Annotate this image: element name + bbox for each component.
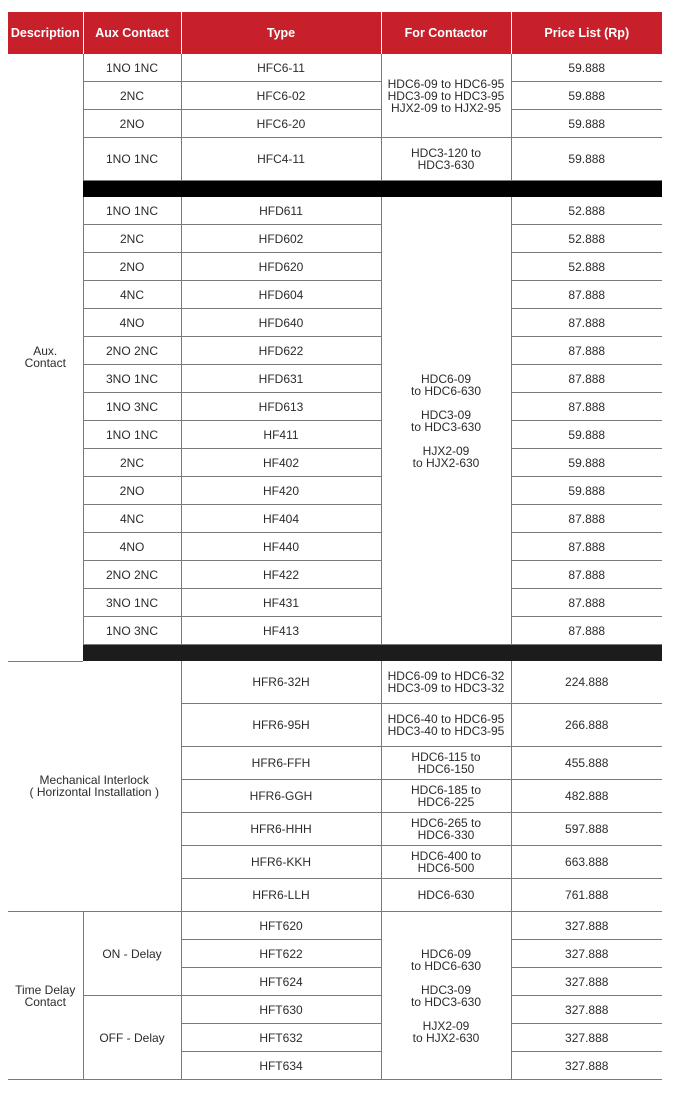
price-cell: 87.888 bbox=[511, 337, 662, 365]
price-cell: 327.888 bbox=[511, 996, 662, 1024]
table-row bbox=[8, 197, 662, 225]
table-row bbox=[8, 589, 662, 617]
type-cell: HFR6-KKH bbox=[181, 846, 381, 879]
contactor-cell: HDC6-400 to HDC6-500 bbox=[381, 846, 511, 879]
price-cell: 266.888 bbox=[511, 704, 662, 747]
type-cell: HFC6-02 bbox=[181, 82, 381, 110]
table-row bbox=[8, 281, 662, 309]
table-row bbox=[8, 82, 662, 110]
price-cell: 224.888 bbox=[511, 661, 662, 704]
contactor-cell: HDC6-09 to HDC6-630 HDC3-09 to HDC3-630 HJX2-09 to HJX2-630 bbox=[381, 197, 511, 645]
price-cell: 59.888 bbox=[511, 477, 662, 505]
aux-cell: 2NO 2NC bbox=[83, 561, 181, 589]
type-cell: HFT634 bbox=[181, 1052, 381, 1080]
off-delay-cell: OFF - Delay bbox=[83, 996, 181, 1080]
type-cell: HFD613 bbox=[181, 393, 381, 421]
table-row bbox=[8, 365, 662, 393]
contactor-cell: HDC6-115 to HDC6-150 bbox=[381, 747, 511, 780]
aux-cell: 2NO bbox=[83, 110, 181, 138]
aux-cell: 2NO bbox=[83, 253, 181, 281]
table-row bbox=[8, 912, 662, 940]
type-cell: HFC6-20 bbox=[181, 110, 381, 138]
aux-cell: 1NO 1NC bbox=[83, 421, 181, 449]
table-row bbox=[8, 477, 662, 505]
price-cell: 87.888 bbox=[511, 505, 662, 533]
contactor-cell: HDC6-630 bbox=[381, 879, 511, 912]
type-cell: HFD640 bbox=[181, 309, 381, 337]
aux-contact-description: Aux. Contact bbox=[8, 54, 83, 661]
price-cell: 761.888 bbox=[511, 879, 662, 912]
interlock-description: Mechanical Interlock ( Horizontal Installation ) bbox=[8, 661, 181, 912]
price-cell: 663.888 bbox=[511, 846, 662, 879]
price-cell: 327.888 bbox=[511, 912, 662, 940]
aux-cell: 1NO 3NC bbox=[83, 617, 181, 645]
table-row bbox=[8, 421, 662, 449]
price-cell: 87.888 bbox=[511, 561, 662, 589]
type-cell: HFC4-11 bbox=[181, 138, 381, 181]
aux-cell: 4NC bbox=[83, 281, 181, 309]
type-cell: HFR6-95H bbox=[181, 704, 381, 747]
aux-cell: 4NO bbox=[83, 533, 181, 561]
type-cell: HF402 bbox=[181, 449, 381, 477]
header-for-contactor: For Contactor bbox=[381, 12, 511, 54]
type-cell: HFT630 bbox=[181, 996, 381, 1024]
price-cell: 327.888 bbox=[511, 1024, 662, 1052]
contactor-cell: HDC6-09 to HDC6-95 HDC3-09 to HDC3-95 HJX2-09 to HJX2-95 bbox=[381, 54, 511, 138]
aux-cell: 1NO 1NC bbox=[83, 138, 181, 181]
table-row bbox=[8, 617, 662, 645]
price-cell: 327.888 bbox=[511, 968, 662, 996]
type-cell: HFD620 bbox=[181, 253, 381, 281]
table-row bbox=[8, 138, 662, 181]
aux-cell: 2NO 2NC bbox=[83, 337, 181, 365]
price-cell: 52.888 bbox=[511, 225, 662, 253]
price-cell: 59.888 bbox=[511, 110, 662, 138]
price-cell: 87.888 bbox=[511, 533, 662, 561]
price-cell: 52.888 bbox=[511, 197, 662, 225]
type-cell: HFD631 bbox=[181, 365, 381, 393]
contactor-cell: HDC6-265 to HDC6-330 bbox=[381, 813, 511, 846]
aux-cell: 1NO 3NC bbox=[83, 393, 181, 421]
type-cell: HF440 bbox=[181, 533, 381, 561]
table-row bbox=[8, 110, 662, 138]
table-row bbox=[8, 449, 662, 477]
table-row bbox=[8, 253, 662, 281]
price-cell: 87.888 bbox=[511, 589, 662, 617]
price-list-table bbox=[8, 12, 662, 1080]
price-cell: 327.888 bbox=[511, 940, 662, 968]
table-row bbox=[8, 393, 662, 421]
type-cell: HFT624 bbox=[181, 968, 381, 996]
price-cell: 455.888 bbox=[511, 747, 662, 780]
price-cell: 87.888 bbox=[511, 393, 662, 421]
price-cell: 87.888 bbox=[511, 281, 662, 309]
aux-cell: 1NO 1NC bbox=[83, 54, 181, 82]
aux-cell: 2NC bbox=[83, 82, 181, 110]
table-row bbox=[8, 561, 662, 589]
aux-cell: 2NC bbox=[83, 449, 181, 477]
type-cell: HF404 bbox=[181, 505, 381, 533]
type-cell: HFR6-GGH bbox=[181, 780, 381, 813]
contactor-cell: HDC6-40 to HDC6-95 HDC3-40 to HDC3-95 bbox=[381, 704, 511, 747]
table-row bbox=[8, 505, 662, 533]
type-cell: HF420 bbox=[181, 477, 381, 505]
table-row bbox=[8, 337, 662, 365]
section-divider bbox=[8, 645, 662, 662]
price-cell: 327.888 bbox=[511, 1052, 662, 1080]
header-price: Price List (Rp) bbox=[511, 12, 662, 54]
header-aux-contact: Aux Contact bbox=[83, 12, 181, 54]
aux-cell: 2NO bbox=[83, 477, 181, 505]
aux-cell: 3NO 1NC bbox=[83, 589, 181, 617]
contactor-cell: HDC6-09 to HDC6-32 HDC3-09 to HDC3-32 bbox=[381, 661, 511, 704]
type-cell: HFD622 bbox=[181, 337, 381, 365]
type-cell: HFD604 bbox=[181, 281, 381, 309]
type-cell: HFR6-HHH bbox=[181, 813, 381, 846]
type-cell: HF431 bbox=[181, 589, 381, 617]
table-row bbox=[8, 661, 662, 704]
time-delay-description: Time Delay Contact bbox=[8, 912, 83, 1080]
contactor-cell: HDC6-09 to HDC6-630 HDC3-09 to HDC3-630 HJX2-09 to HJX2-630 bbox=[381, 912, 511, 1080]
price-cell: 59.888 bbox=[511, 54, 662, 82]
price-cell: 59.888 bbox=[511, 449, 662, 477]
contactor-cell: HDC6-185 to HDC6-225 bbox=[381, 780, 511, 813]
table-row bbox=[8, 225, 662, 253]
table-row bbox=[8, 309, 662, 337]
price-cell: 482.888 bbox=[511, 780, 662, 813]
type-cell: HF422 bbox=[181, 561, 381, 589]
on-delay-cell: ON - Delay bbox=[83, 912, 181, 996]
header-type: Type bbox=[181, 12, 381, 54]
header-row bbox=[8, 12, 662, 54]
price-cell: 87.888 bbox=[511, 617, 662, 645]
type-cell: HFT620 bbox=[181, 912, 381, 940]
table-row bbox=[8, 996, 662, 1024]
type-cell: HFT622 bbox=[181, 940, 381, 968]
table-row bbox=[8, 54, 662, 82]
contactor-cell: HDC3-120 to HDC3-630 bbox=[381, 138, 511, 181]
type-cell: HFD611 bbox=[181, 197, 381, 225]
price-cell: 52.888 bbox=[511, 253, 662, 281]
price-cell: 59.888 bbox=[511, 138, 662, 181]
aux-cell: 4NO bbox=[83, 309, 181, 337]
aux-cell: 2NC bbox=[83, 225, 181, 253]
type-cell: HFT632 bbox=[181, 1024, 381, 1052]
section-divider bbox=[8, 181, 662, 198]
table-row bbox=[8, 533, 662, 561]
type-cell: HFC6-11 bbox=[181, 54, 381, 82]
price-cell: 87.888 bbox=[511, 365, 662, 393]
aux-cell: 3NO 1NC bbox=[83, 365, 181, 393]
aux-cell: 4NC bbox=[83, 505, 181, 533]
aux-cell: 1NO 1NC bbox=[83, 197, 181, 225]
price-cell: 59.888 bbox=[511, 82, 662, 110]
type-cell: HFR6-32H bbox=[181, 661, 381, 704]
price-cell: 87.888 bbox=[511, 309, 662, 337]
header-description: Description bbox=[8, 12, 83, 54]
type-cell: HF411 bbox=[181, 421, 381, 449]
type-cell: HFD602 bbox=[181, 225, 381, 253]
type-cell: HFR6-LLH bbox=[181, 879, 381, 912]
price-cell: 59.888 bbox=[511, 421, 662, 449]
type-cell: HFR6-FFH bbox=[181, 747, 381, 780]
type-cell: HF413 bbox=[181, 617, 381, 645]
price-cell: 597.888 bbox=[511, 813, 662, 846]
